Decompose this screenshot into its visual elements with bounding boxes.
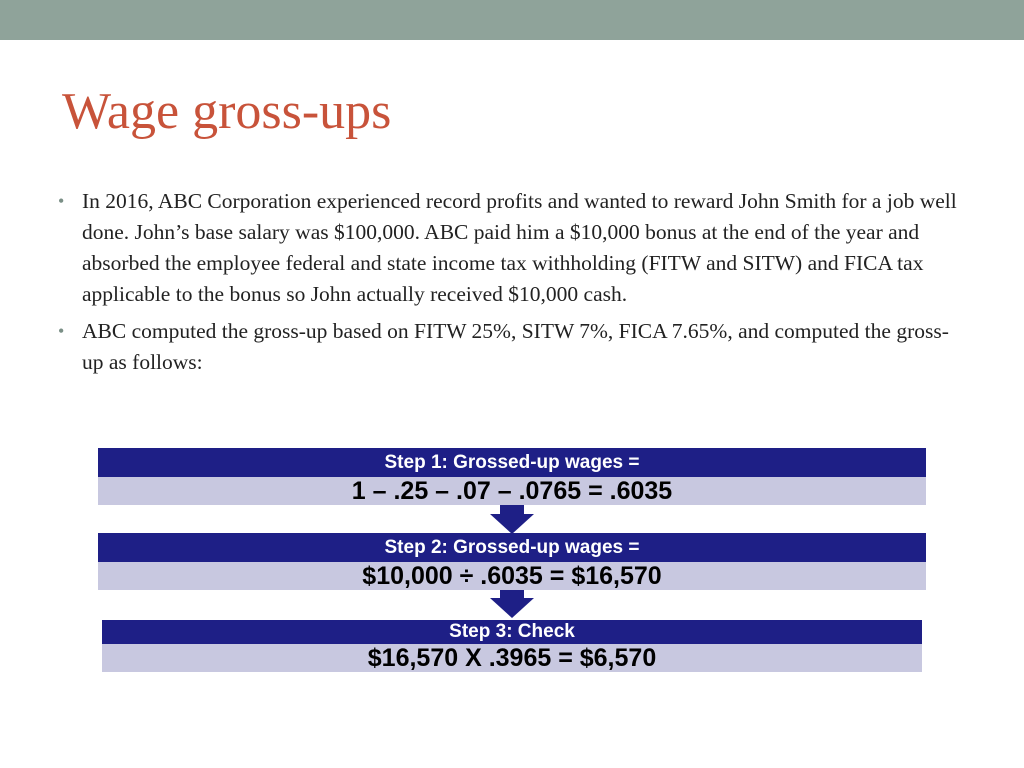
step-1-box [98, 448, 926, 505]
step-3-formula: $16,570 X .3965 = $6,570 [102, 644, 922, 672]
down-arrow-2-icon [490, 598, 534, 618]
gross-up-steps-diagram [98, 448, 926, 676]
bullet-text: In 2016, ABC Corporation experienced record profits and wanted to reward John Smith for a job well done. John’s base salary was $100,000. ABC paid him a $10,000 bonus at the end of the year and absorbed the employee federal and state income tax withholding (FITW and SITW) and FICA tax applicable to the bonus so John actually received $10,000 cash. [82, 189, 957, 306]
slide-title: Wage gross-ups [62, 83, 392, 140]
bullet-item [58, 186, 958, 310]
top-accent-bar [0, 0, 1024, 40]
step-1-heading: Step 1: Grossed-up wages = [98, 448, 926, 477]
step-2-formula: $10,000 ÷ .6035 = $16,570 [98, 562, 926, 590]
step-2-box [98, 533, 926, 590]
bullet-dot-icon: • [58, 321, 65, 341]
bullet-dot-icon: • [58, 191, 65, 211]
down-arrow-1-icon [490, 514, 534, 534]
step-2-heading: Step 2: Grossed-up wages = [98, 533, 926, 562]
step-3-box [102, 620, 922, 672]
bullet-list [58, 186, 958, 384]
bullet-text: ABC computed the gross-up based on FITW 25%, SITW 7%, FICA 7.65%, and computed the gross-up as follows: [82, 319, 949, 374]
step-1-formula: 1 – .25 – .07 – .0765 = .6035 [98, 477, 926, 505]
bullet-item [58, 316, 958, 378]
step-3-heading: Step 3: Check [102, 620, 922, 644]
